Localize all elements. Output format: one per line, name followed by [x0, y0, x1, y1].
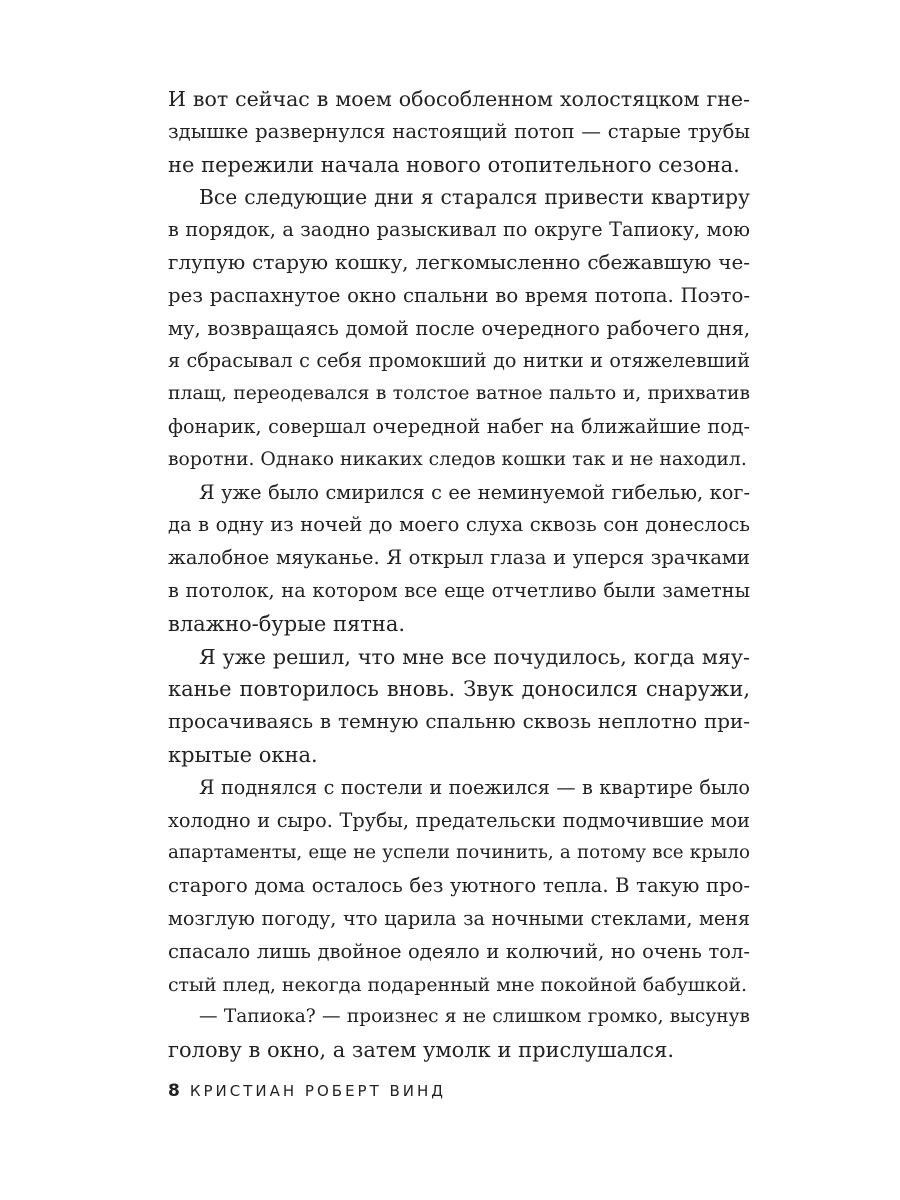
text-line: жалобное мяуканье. Я открыл глаза и уперся зрачками: [168, 546, 750, 570]
text-line: стый плед, некогда подаренный мне покойной бабушкой.: [168, 973, 748, 996]
page-number: 8: [168, 1081, 180, 1101]
text-line: воротни. Однако никаких следов кошки так и не находил.: [168, 448, 747, 470]
text-line: в порядок, а заодно разыскивал по округе Тапиоку, мою: [168, 218, 750, 242]
text-line: да в одну из ночей до моего слуха сквозь сон донеслось: [168, 513, 750, 537]
text-line: крытые окна.: [168, 742, 318, 767]
text-line: плащ, переодевался в толстое ватное пальто и, прихватив: [168, 383, 750, 405]
text-line: Я уже было смирился с ее неминуемой гибелью, ког-: [199, 480, 750, 504]
text-line: му, возвращаясь домой после очередного рабочего дня,: [168, 316, 750, 340]
text-line: Я поднялся с постели и поежился — в квартире было: [199, 775, 750, 799]
text-line: я сбрасывал с себя промокший до нитки и отяжелевший: [168, 349, 750, 373]
text-line: канье повторилось вновь. Звук доносился снаружи,: [168, 677, 750, 702]
text-line: глупую старую кошку, легкомысленно сбежавшую че-: [168, 250, 750, 274]
text-line: Я уже решил, что мне все почудилось, когда мяу-: [199, 644, 750, 669]
author-name: КРИСТИАН РОБЕРТ ВИНД: [189, 1082, 447, 1100]
text-line: И вот сейчас в моем обособленном холостяцком гне-: [168, 87, 750, 111]
text-line: спасало лишь двойное одеяло и колючий, но очень тол-: [168, 939, 750, 963]
text-line: влажно-бурые пятна.: [168, 611, 406, 636]
text-line: старого дома осталось без уютного тепла. В такую про-: [168, 874, 750, 898]
text-line: Все следующие дни я старался привести квартиру: [199, 185, 750, 210]
text-line: здышке развернулся настоящий потоп — старые трубы: [168, 119, 750, 143]
text-line: апартаменты, еще не успели починить, а потому все крыло: [168, 842, 750, 864]
text-line: мозглую погоду, что царила за ночными стеклами, меня: [168, 906, 750, 930]
text-line: — Тапиока? — произнес я не слишком громко, высунув: [199, 1006, 750, 1028]
text-line: голову в окно, а затем умолк и прислушался.: [168, 1038, 675, 1063]
text-line: холодно и сыро. Трубы, предательски подмочившие мои: [168, 808, 750, 832]
text-line: просачиваясь в темную спальню сквозь неплотно при-: [168, 710, 750, 734]
text-line: не пережили начала нового отопительного сезона.: [168, 152, 740, 177]
text-line: фонарик, совершал очередной набег на ближайшие под-: [168, 414, 750, 438]
text-line: в потолок, на котором все еще отчетливо были заметны: [168, 578, 750, 602]
text-line: рез распахнутое окно спальни во время потопа. Поэто-: [168, 283, 750, 307]
body-text: [168, 83, 750, 1067]
page-footer: [168, 1081, 446, 1101]
